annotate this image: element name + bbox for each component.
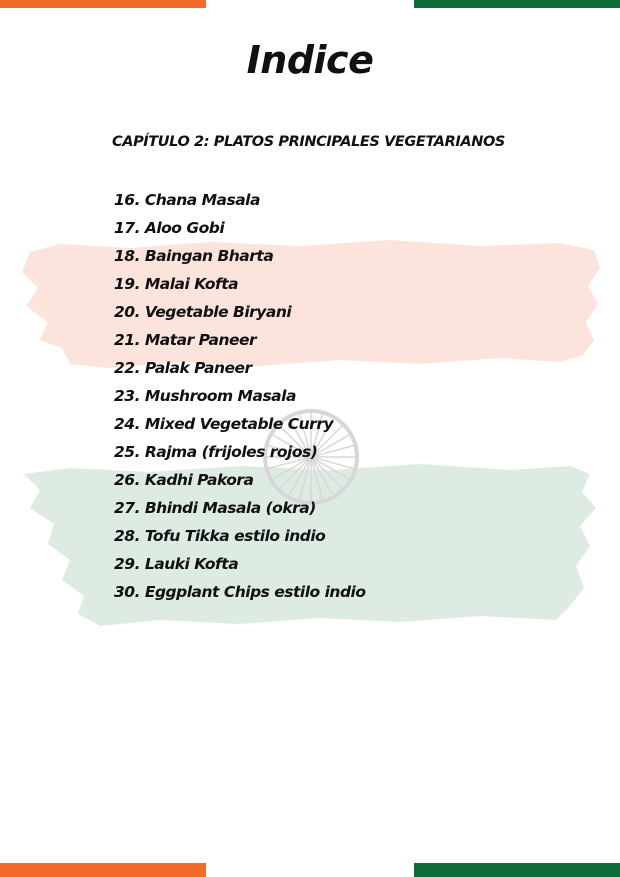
toc-item: 17. Aloo Gobi	[114, 219, 225, 237]
toc-item: 28. Tofu Tikka estilo indio	[114, 527, 326, 545]
toc-item: 27. Bhindi Masala (okra)	[114, 499, 316, 517]
toc-item: 25. Rajma (frijoles rojos)	[114, 443, 318, 461]
page-title: Indice	[246, 38, 374, 82]
chapter-heading: CAPÍTULO 2: PLATOS PRINCIPALES VEGETARIANOS	[112, 134, 505, 150]
toc-item: 21. Matar Paneer	[114, 331, 257, 349]
bottom-right-green-bar	[414, 863, 620, 877]
toc-item: 23. Mushroom Masala	[114, 387, 296, 405]
toc-item: 19. Malai Kofta	[114, 275, 239, 293]
toc-item: 26. Kadhi Pakora	[114, 471, 254, 489]
toc-item: 18. Baingan Bharta	[114, 247, 274, 265]
table-of-contents	[114, 186, 366, 606]
bottom-left-saffron-bar	[0, 863, 206, 877]
toc-item: 29. Lauki Kofta	[114, 555, 239, 573]
toc-item: 22. Palak Paneer	[114, 359, 252, 377]
toc-item: 16. Chana Masala	[114, 191, 260, 209]
toc-item: 24. Mixed Vegetable Curry	[114, 415, 334, 433]
toc-item: 20. Vegetable Biryani	[114, 303, 292, 321]
toc-item: 30. Eggplant Chips estilo indio	[114, 583, 366, 601]
